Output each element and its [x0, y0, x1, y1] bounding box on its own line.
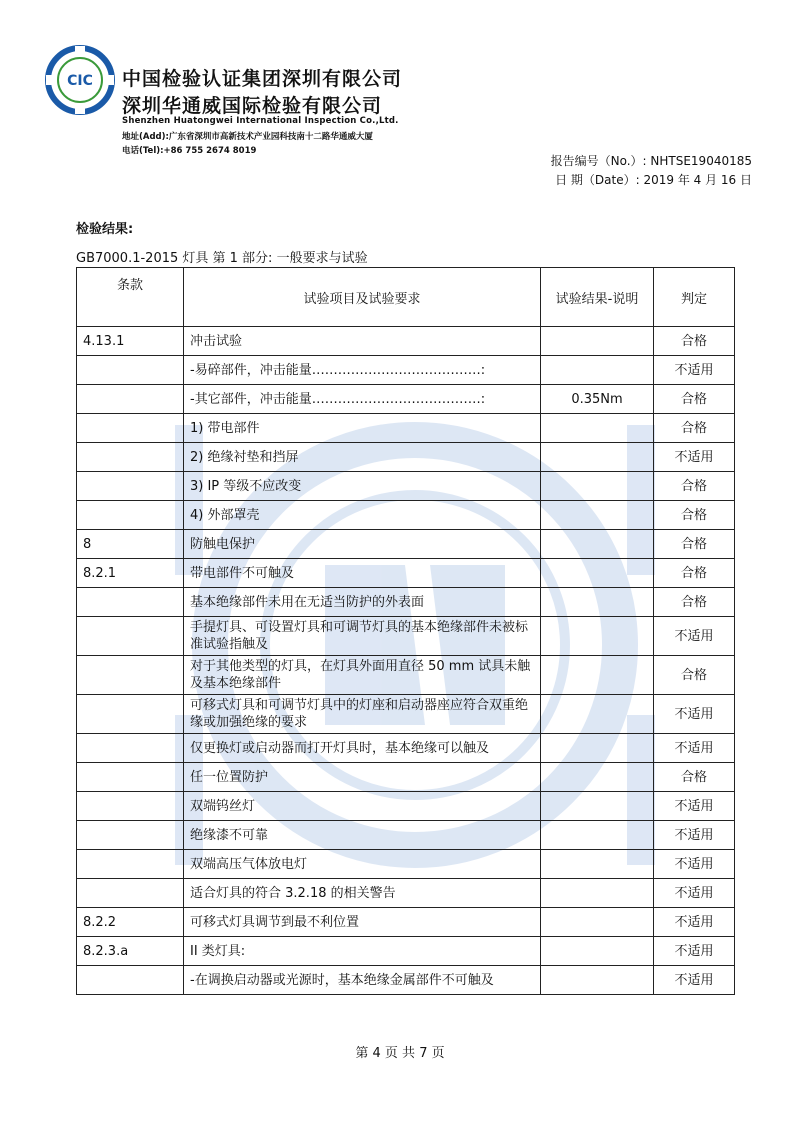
- clause-cell: [77, 356, 184, 385]
- clause-cell: [77, 414, 184, 443]
- company-telephone: 电话(Tel):+86 755 2674 8019: [122, 146, 257, 156]
- header-verdict: 判定: [654, 268, 735, 327]
- clause-cell: [77, 501, 184, 530]
- result-cell: [541, 792, 654, 821]
- table-row: [77, 792, 735, 821]
- result-cell: [541, 356, 654, 385]
- result-cell: [541, 588, 654, 617]
- verdict-cell: 合格: [654, 327, 735, 356]
- result-cell: [541, 530, 654, 559]
- table-row: [77, 879, 735, 908]
- verdict-cell: 不适用: [654, 734, 735, 763]
- section-title: 检验结果:: [76, 222, 134, 237]
- test-item-cell: -易碎部件，冲击能量…………………………………:: [184, 356, 541, 385]
- table-row: [77, 908, 735, 937]
- report-date: [555, 171, 752, 188]
- verdict-cell: 合格: [654, 588, 735, 617]
- verdict-cell: 合格: [654, 530, 735, 559]
- clause-cell: [77, 966, 184, 995]
- verdict-cell: 不适用: [654, 443, 735, 472]
- table-row: [77, 734, 735, 763]
- result-cell: [541, 472, 654, 501]
- test-item-cell: 防触电保护: [184, 530, 541, 559]
- table-row: [77, 559, 735, 588]
- verdict-cell: 不适用: [654, 617, 735, 656]
- company-subsidiary-name: 深圳华通威国际检验有限公司: [122, 95, 383, 117]
- test-item-cell: 双端钨丝灯: [184, 792, 541, 821]
- clause-cell: [77, 472, 184, 501]
- clause-cell: 8.2.2: [77, 908, 184, 937]
- result-cell: [541, 879, 654, 908]
- clause-cell: [77, 695, 184, 734]
- verdict-cell: 不适用: [654, 908, 735, 937]
- clause-cell: 8: [77, 530, 184, 559]
- verdict-cell: 不适用: [654, 850, 735, 879]
- header-test-item: 试验项目及试验要求: [184, 268, 541, 327]
- clause-cell: [77, 443, 184, 472]
- test-item-cell: 3) IP 等级不应改变: [184, 472, 541, 501]
- verdict-cell: 合格: [654, 656, 735, 695]
- table-row: [77, 443, 735, 472]
- result-cell: [541, 966, 654, 995]
- clause-cell: [77, 821, 184, 850]
- result-cell: [541, 695, 654, 734]
- report-date-value: 2019 年 4 月 16 日: [643, 173, 752, 187]
- verdict-cell: 合格: [654, 559, 735, 588]
- table-row: [77, 617, 735, 656]
- test-results-table: [76, 267, 735, 995]
- clause-cell: [77, 850, 184, 879]
- test-item-cell: 任一位置防护: [184, 763, 541, 792]
- test-item-cell: 1) 带电部件: [184, 414, 541, 443]
- result-cell: [541, 559, 654, 588]
- clause-cell: [77, 734, 184, 763]
- result-cell: [541, 763, 654, 792]
- clause-cell: 4.13.1: [77, 327, 184, 356]
- table-row: [77, 966, 735, 995]
- company-address: 地址(Add):广东省深圳市高新技术产业园科技南十二路华通威大厦: [122, 132, 373, 142]
- header-clause: 条款: [77, 268, 184, 327]
- test-item-cell: 仅更换灯或启动器而打开灯具时，基本绝缘可以触及: [184, 734, 541, 763]
- verdict-cell: 合格: [654, 472, 735, 501]
- test-item-cell: 4) 外部罩壳: [184, 501, 541, 530]
- report-date-label: 日 期（Date）:: [555, 173, 640, 187]
- table-row: [77, 501, 735, 530]
- test-item-cell: II 类灯具:: [184, 937, 541, 966]
- report-number-label: 报告编号（No.）:: [550, 154, 647, 168]
- result-cell: [541, 327, 654, 356]
- table-row: [77, 530, 735, 559]
- test-item-cell: 对于其他类型的灯具，在灯具外面用直径 50 mm 试具未触及基本绝缘部件: [184, 656, 541, 695]
- result-cell: [541, 443, 654, 472]
- verdict-cell: 不适用: [654, 356, 735, 385]
- table-row: [77, 472, 735, 501]
- test-item-cell: -其它部件，冲击能量…………………………………:: [184, 385, 541, 414]
- test-item-cell: 带电部件不可触及: [184, 559, 541, 588]
- clause-cell: 8.2.3.a: [77, 937, 184, 966]
- table-row: [77, 588, 735, 617]
- test-item-cell: 可移式灯具调节到最不利位置: [184, 908, 541, 937]
- table-row: [77, 356, 735, 385]
- verdict-cell: 不适用: [654, 695, 735, 734]
- report-number: [551, 152, 752, 169]
- clause-cell: 8.2.1: [77, 559, 184, 588]
- page-footer: 第 4 页 共 7 页: [355, 1046, 445, 1061]
- table-row: [77, 937, 735, 966]
- test-item-cell: -在调换启动器或光源时，基本绝缘金属部件不可触及: [184, 966, 541, 995]
- test-item-cell: 适合灯具的符合 3.2.18 的相关警告: [184, 879, 541, 908]
- result-cell: [541, 501, 654, 530]
- test-item-cell: 绝缘漆不可靠: [184, 821, 541, 850]
- result-cell: [541, 656, 654, 695]
- table-row: [77, 656, 735, 695]
- verdict-cell: 合格: [654, 414, 735, 443]
- table-header-row: [77, 268, 735, 327]
- company-name-en: Shenzhen Huatongwei International Inspection Co.,Ltd.: [122, 116, 399, 126]
- report-number-value: NHTSE19040185: [650, 154, 752, 168]
- table-row: [77, 385, 735, 414]
- verdict-cell: 合格: [654, 501, 735, 530]
- cic-logo-icon: [44, 44, 116, 116]
- result-cell: [541, 850, 654, 879]
- clause-cell: [77, 879, 184, 908]
- result-cell: [541, 414, 654, 443]
- company-name-cn: 中国检验认证集团深圳有限公司: [122, 68, 403, 90]
- test-item-cell: 手提灯具、可设置灯具和可调节灯具的基本绝缘部件未被标准试验指触及: [184, 617, 541, 656]
- clause-cell: [77, 617, 184, 656]
- table-row: [77, 821, 735, 850]
- test-item-cell: 冲击试验: [184, 327, 541, 356]
- header-result: 试验结果-说明: [541, 268, 654, 327]
- result-cell: [541, 821, 654, 850]
- table-row: [77, 327, 735, 356]
- table-row: [77, 414, 735, 443]
- clause-cell: [77, 763, 184, 792]
- clause-cell: [77, 588, 184, 617]
- test-item-cell: 双端高压气体放电灯: [184, 850, 541, 879]
- clause-cell: [77, 656, 184, 695]
- logo-text: CIC: [67, 73, 93, 89]
- verdict-cell: 不适用: [654, 879, 735, 908]
- verdict-cell: 不适用: [654, 966, 735, 995]
- test-item-cell: 可移式灯具和可调节灯具中的灯座和启动器座应符合双重绝缘或加强绝缘的要求: [184, 695, 541, 734]
- table-row: [77, 763, 735, 792]
- verdict-cell: 合格: [654, 763, 735, 792]
- verdict-cell: 合格: [654, 385, 735, 414]
- test-item-cell: 基本绝缘部件未用在无适当防护的外表面: [184, 588, 541, 617]
- clause-cell: [77, 385, 184, 414]
- result-cell: [541, 908, 654, 937]
- table-row: [77, 695, 735, 734]
- verdict-cell: 不适用: [654, 937, 735, 966]
- clause-cell: [77, 792, 184, 821]
- verdict-cell: 不适用: [654, 821, 735, 850]
- result-cell: [541, 937, 654, 966]
- result-cell: 0.35Nm: [541, 385, 654, 414]
- test-item-cell: 2) 绝缘衬垫和挡屏: [184, 443, 541, 472]
- result-cell: [541, 734, 654, 763]
- table-row: [77, 850, 735, 879]
- result-cell: [541, 617, 654, 656]
- standard-title: GB7000.1-2015 灯具 第 1 部分: 一般要求与试验: [76, 251, 368, 266]
- verdict-cell: 不适用: [654, 792, 735, 821]
